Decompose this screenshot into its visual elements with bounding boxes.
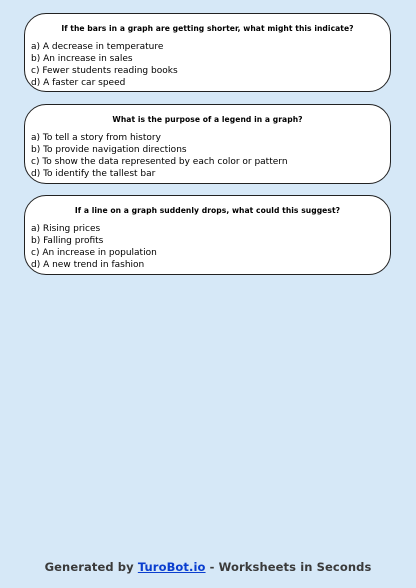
answer-option-d: d) To identify the tallest bar (31, 169, 156, 179)
question-text: What is the purpose of a legend in a graph? (112, 115, 303, 124)
answer-option-c: c) To show the data represented by each color or pattern (31, 157, 288, 167)
answer-option-c: c) Fewer students reading books (31, 66, 178, 76)
question-text: If a line on a graph suddenly drops, what could this suggest? (74, 206, 341, 215)
answer-option-d: d) A new trend in fashion (31, 260, 145, 270)
answer-option-a: a) Rising prices (31, 224, 101, 234)
answer-option-c: c) An increase in population (31, 248, 157, 258)
answer-options (31, 132, 288, 180)
footer-suffix: - Worksheets in Seconds (205, 560, 372, 574)
answer-option-b: b) An increase in sales (31, 54, 133, 64)
answer-option-d: d) A faster car speed (31, 78, 126, 88)
answer-options (31, 41, 178, 89)
answer-option-a: a) To tell a story from history (31, 133, 161, 143)
answer-option-b: b) To provide navigation directions (31, 145, 187, 155)
question-card-1 (24, 13, 391, 92)
turobot-link[interactable]: TuroBot.io (137, 560, 206, 574)
answer-option-a: a) A decrease in temperature (31, 42, 164, 52)
question-text: If the bars in a graph are getting shorter, what might this indicate? (61, 24, 354, 33)
answer-options (31, 223, 157, 271)
footer-prefix: Generated by (44, 560, 138, 574)
footer (0, 560, 416, 574)
question-card-3 (24, 195, 391, 275)
answer-option-b: b) Falling profits (31, 236, 104, 246)
question-card-2 (24, 104, 391, 184)
